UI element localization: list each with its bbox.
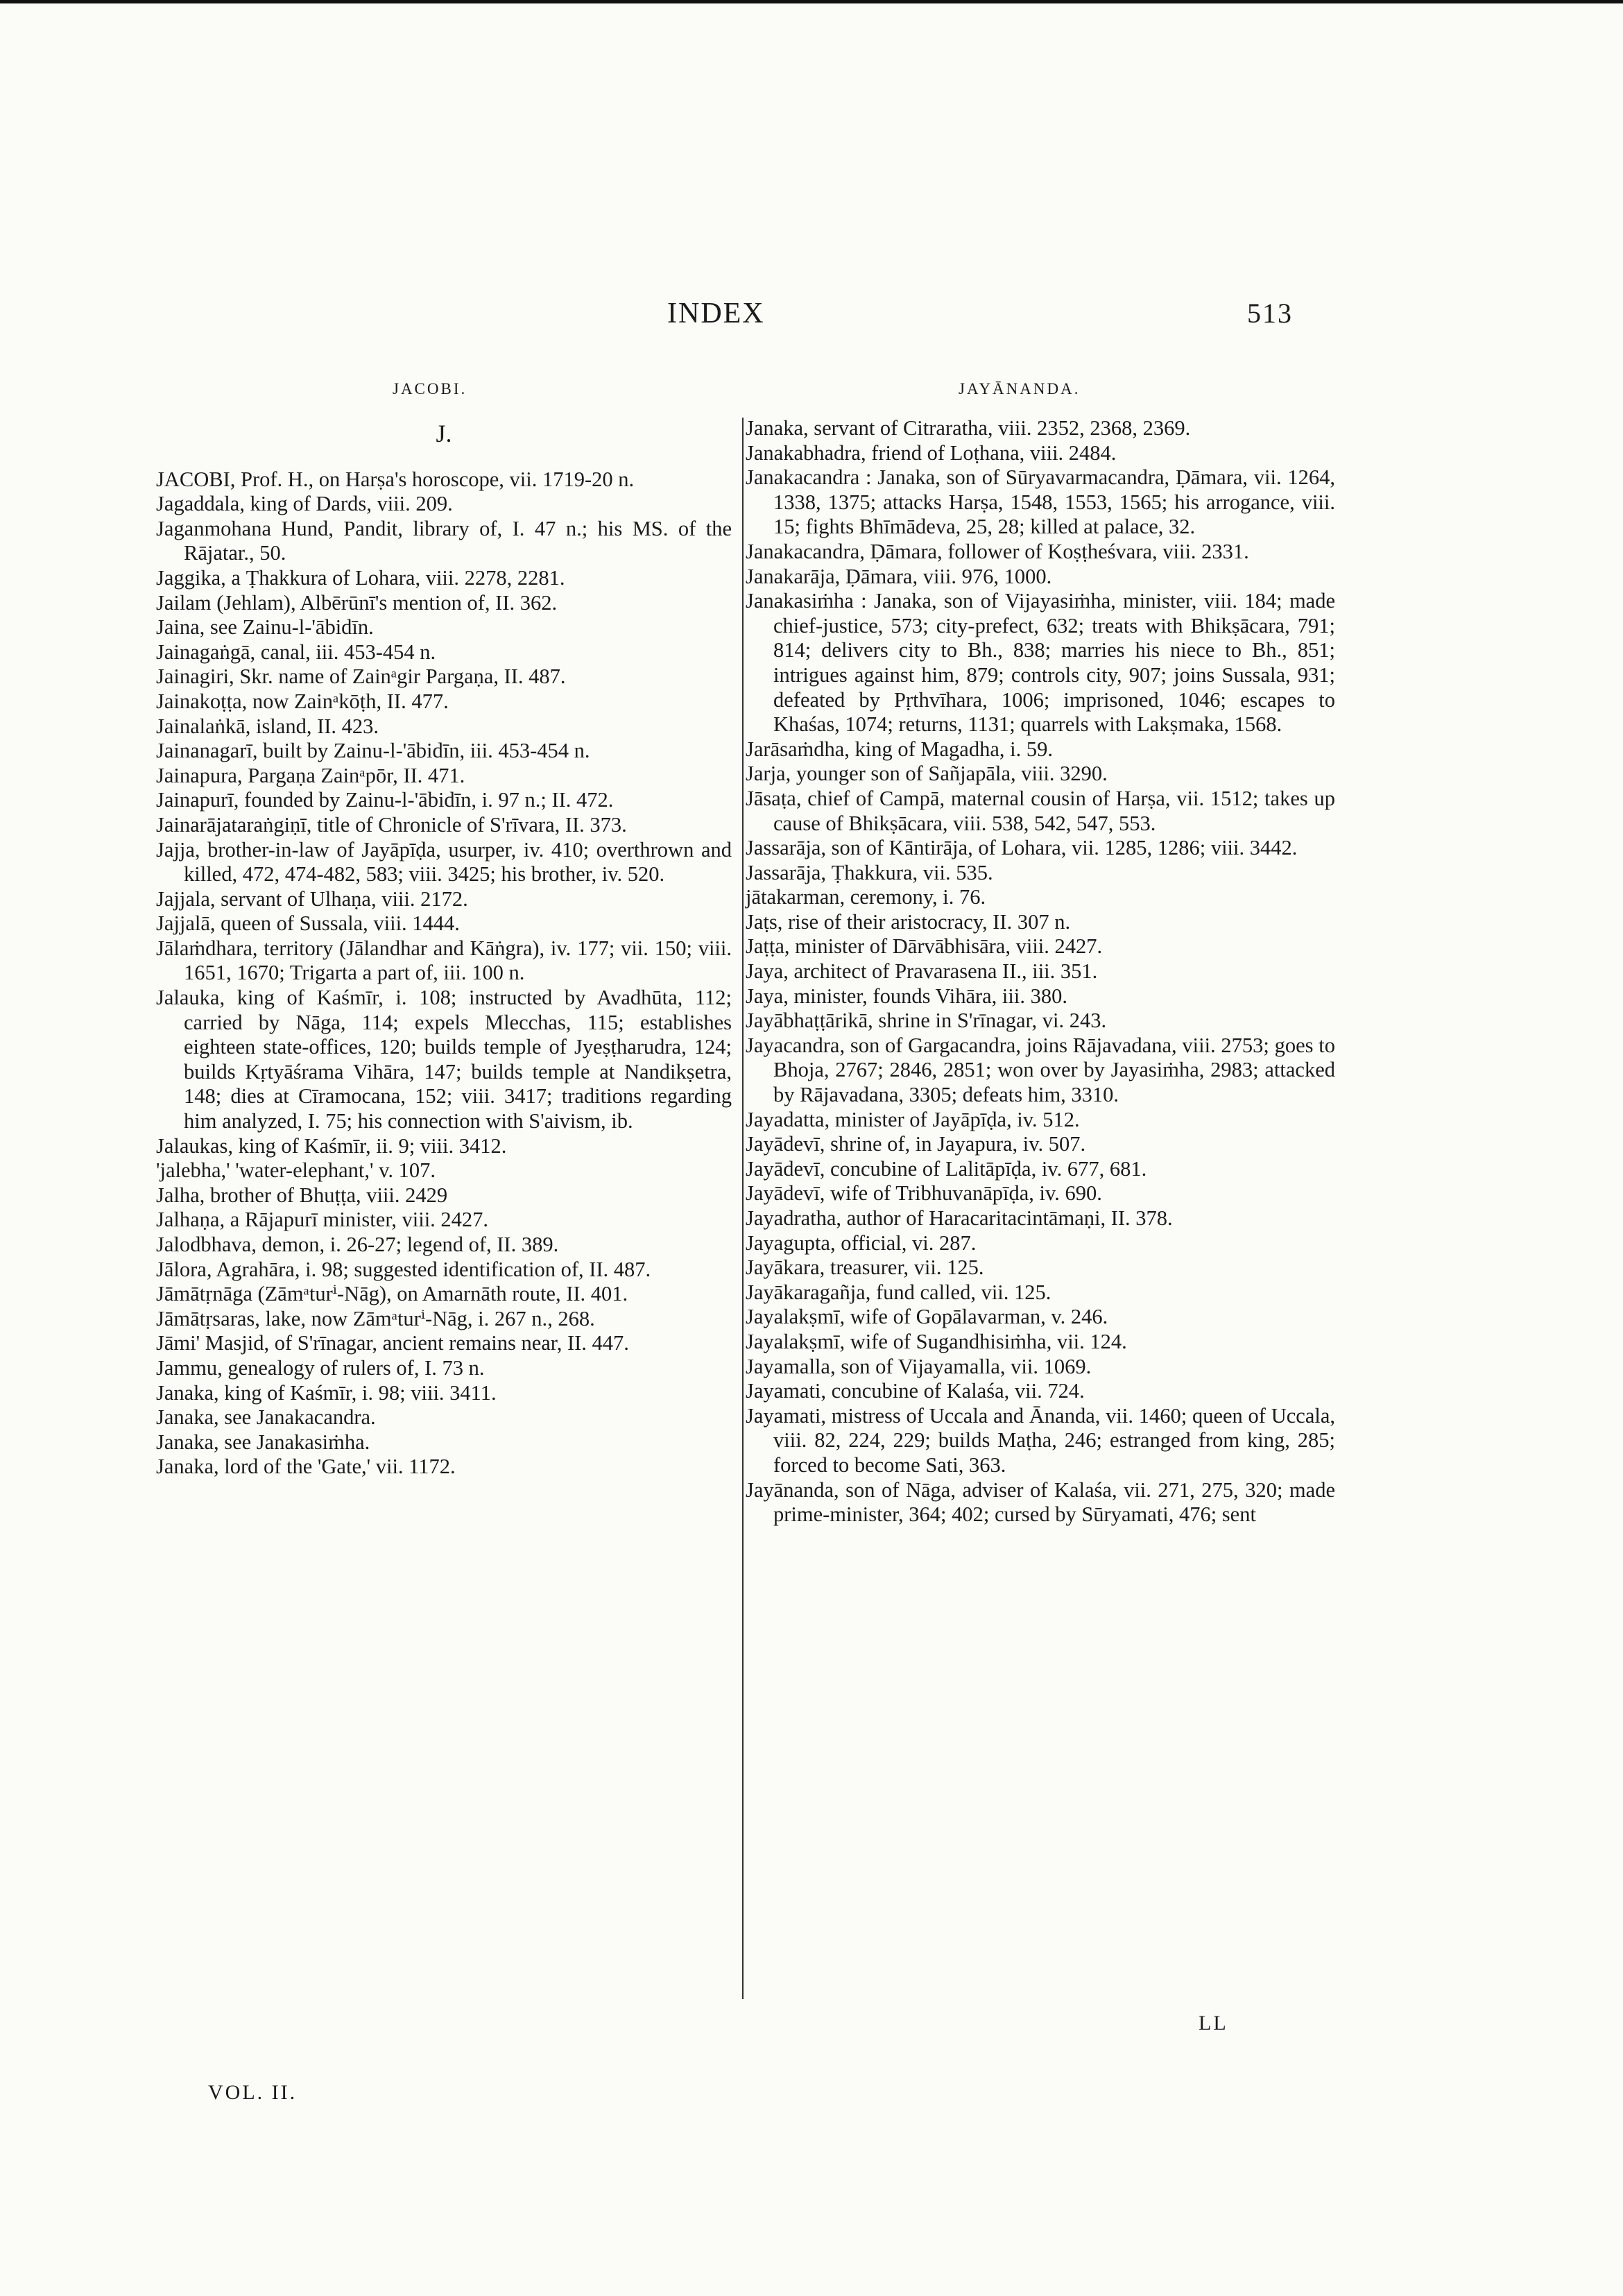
right-column [746,416,1335,1527]
index-entry: Jayalakṣmī, wife of Gopālavarman, v. 246. [746,1305,1108,1329]
index-entry: Jayādevī, shrine of, in Jayapura, iv. 507. [746,1132,1086,1156]
index-entry: Jāmātṛsaras, lake, now Zāmᵃturⁱ-Nāg, i. 267 n., 268. [156,1306,595,1330]
index-entry: Jayābhaṭṭārikā, shrine in S'rīnagar, vi. 243. [746,1009,1107,1033]
index-entry: Jayādevī, concubine of Lalitāpīḍa, iv. 677, 681. [746,1156,1147,1181]
section-letter: J. [436,420,452,447]
index-entry: Jainakoṭṭa, now Zainᵃkōṭh, II. 477. [156,689,449,713]
index-entry: Jayādevī, wife of Tribhuvanāpīḍa, iv. 690. [746,1181,1102,1206]
volume-signature: VOL. II. [208,2081,298,2104]
index-entry: Jālora, Agrahāra, i. 98; suggested identification of, II. 487. [156,1257,651,1281]
index-entry: Jailam (Jehlam), Albērūnī's mention of, II. 362. [156,590,558,615]
running-head-left: JACOBI. [393,380,467,397]
index-entry: Jaganmohana Hund, Pandit, library of, I. 47 n.; his MS. of the Rājatar., 50. [156,516,732,565]
index-entry: Jainapura, Pargaṇa Zainᵃpōr, II. 471. [156,763,465,787]
right-entry-list [746,416,1335,1527]
index-entry: Jayadratha, author of Haracaritacintāmaṇi, II. 378. [746,1206,1173,1230]
index-entry: Jainapurī, founded by Zainu-l-'ābidīn, i. 97 n.; II. 472. [156,788,614,812]
index-entry: Janakacandra, Ḍāmara, follower of Koṣṭheśvara, viii. 2331. [746,539,1249,563]
index-entry: Jajjala, servant of Ulhaṇa, viii. 2172. [156,886,468,911]
index-entry: Jassarāja, son of Kāntirāja, of Lohara, vii. 1285, 1286; viii. 3442. [746,836,1298,860]
index-entry: Jālaṁdhara, territory (Jālandhar and Kāṅgra), iv. 177; vii. 150; viii. 1651, 1670; Trigarta a part of, iii. 100 n. [156,936,732,985]
index-entry: Jainarājataraṅgiṇī, title of Chronicle of S'rīvara, II. 373. [156,812,627,837]
index-entry: Jāmātṛnāga (Zāmᵃturⁱ-Nāg), on Amarnāth route, II. 401. [156,1282,628,1306]
index-entry: Jayacandra, son of Gargacandra, joins Rājavadana, viii. 2753; goes to Bhoja, 2767; 2846, 2851; won over by Jayasiṁha, 2983; attacked by Rājavadana, 3305; defeats him, 3310. [746,1033,1335,1107]
page-number: 513 [1247,298,1293,329]
index-entry: Jaina, see Zainu-l-'ābidīn. [156,615,374,640]
index-entry: Jāsaṭa, chief of Campā, maternal cousin of Harṣa, vii. 1512; takes up cause of Bhikṣācara, viii. 538, 542, 547, 553. [746,786,1335,835]
index-entry: Jainagaṅgā, canal, iii. 453-454 n. [156,640,436,664]
index-entry: Janaka, king of Kaśmīr, i. 98; viii. 3411. [156,1380,497,1405]
left-column [156,416,732,1480]
index-entry: Jaya, minister, founds Vihāra, iii. 380. [746,984,1067,1008]
index-entry: Jayadatta, minister of Jayāpīḍa, iv. 512. [746,1107,1080,1131]
index-entry: Jayalakṣmī, wife of Sugandhisiṁha, vii. 124. [746,1329,1127,1353]
index-entry: Janaka, see Janakasiṁha. [156,1430,370,1454]
index-entry: Jalha, brother of Bhuṭṭa, viii. 2429 [156,1183,448,1207]
index-entry: Janaka, servant of Citraratha, viii. 2352, 2368, 2369. [746,416,1191,440]
index-entry: Jajja, brother-in-law of Jayāpīḍa, usurper, iv. 410; overthrown and killed, 472, 474-482, 583; viii. 3425; his brother, iv. 520. [156,837,732,886]
index-entry: Jaṭṭa, minister of Dārvābhisāra, viii. 2427. [746,934,1103,959]
index-entry: Jarāsaṁdha, king of Magadha, i. 59. [746,737,1053,761]
index-entry: Janakacandra : Janaka, son of Sūryavarmacandra, Ḍāmara, vii. 1264, 1338, 1375; attacks Harṣa, 1548, 1553, 1565; his arrogance, viii. 15; fights Bhīmādeva, 25, 28; killed at palace, 32. [746,465,1335,539]
index-entry: Jalodbhava, demon, i. 26-27; legend of, II. 389. [156,1233,559,1256]
index-entry: JACOBI, Prof. H., on Harṣa's horoscope, vii. 1719-20 n. [156,467,635,491]
page-title: INDEX [667,298,765,329]
index-entry: Jayagupta, official, vi. 287. [746,1231,977,1255]
index-entry: Jaggika, a Ṭhakkura of Lohara, viii. 2278, 2281. [156,565,565,590]
index-entry: Jaya, architect of Pravarasena II., iii. 351. [746,959,1098,984]
index-entry: Jaṭs, rise of their aristocracy, II. 307 n. [746,909,1071,934]
index-entry: Jainalaṅkā, island, II. 423. [156,714,379,738]
running-head-right: JAYĀNANDA. [959,380,1081,397]
index-entry: Jayānanda, son of Nāga, adviser of Kalaśa, vii. 271, 275, 320; made prime-minister, 364; 402; cursed by Sūryamati, 476; sent [746,1477,1335,1527]
index-entry: Janakarāja, Ḍāmara, viii. 976, 1000. [746,564,1052,588]
index-entry: Janakabhadra, friend of Loṭhana, viii. 2484. [746,440,1117,465]
index-entry: Jayamati, concubine of Kalaśa, vii. 724. [746,1379,1085,1403]
index-entry: Jāmi' Masjid, of S'rīnagar, ancient remains near, II. 447. [156,1331,629,1355]
index-entry: Jalhaṇa, a Rājapurī minister, viii. 2427. [156,1208,489,1232]
index-entry: Janakasiṁha : Janaka, son of Vijayasiṁha, minister, viii. 184; made chief-justice, 573; city-prefect, 632; treats with Bhikṣācara, 791; 814; delivers city to Bh., 838; marries his niece to Bh., 851; intrigues against him, 879; controls city, 907; joins Sussala, 931; defeated by Pṛthvīhara, 1006; imprisoned, 1046; escapes to Khaśas, 1074; returns, 1131; quarrels with Lakṣmaka, 1568. [746,589,1335,737]
left-entry-list [156,468,732,1480]
index-entry: Jayākara, treasurer, vii. 125. [746,1256,984,1280]
gathering-signature: LL [1199,2012,1228,2034]
index-entry: Jayākaragañja, fund called, vii. 125. [746,1280,1051,1304]
index-entry: Jainagiri, Skr. name of Zainᵃgir Pargaṇa, II. 487. [156,665,566,689]
index-entry: Jainanagarī, built by Zainu-l-'ābidīn, iii. 453-454 n. [156,739,590,763]
index-entry: Janaka, see Janakacandra. [156,1405,376,1430]
index-entry: Jayamati, mistress of Uccala and Ānanda, vii. 1460; queen of Uccala, viii. 82, 224, 229; builds Maṭha, 246; estranged from king, 285; forced to become Sati, 363. [746,1403,1335,1477]
index-entry: Jarja, younger son of Sañjapāla, viii. 3290. [746,762,1108,786]
index-entry: Jassarāja, Ṭhakkura, vii. 535. [746,860,993,884]
index-entry: Jayamalla, son of Vijayamalla, vii. 1069. [746,1354,1092,1378]
index-entry: Jajjalā, queen of Sussala, viii. 1444. [156,911,460,936]
column-divider [742,418,744,1999]
index-entry: Janaka, lord of the 'Gate,' vii. 1172. [156,1455,456,1479]
top-border [0,0,1623,3]
index-entry: Jalauka, king of Kaśmīr, i. 108; instructed by Avadhūta, 112; carried by Nāga, 114; expels Mlecchas, 115; establishes eighteen state-offices, 120; builds temple of Jyeṣṭharudra, 124; builds Kṛtyāśrama Vihāra, 147; builds temple at Nandikṣetra, 148; dies at Cīramocana, 152; viii. 3417; traditions regarding him analyzed, I. 75; his connection with S'aivism, ib. [156,986,732,1133]
index-entry: Jammu, genealogy of rulers of, I. 73 n. [156,1355,485,1380]
index-entry: 'jalebha,' 'water-elephant,' v. 107. [156,1158,436,1183]
index-entry: Jagaddala, king of Dards, viii. 209. [156,492,453,516]
index-entry: Jalaukas, king of Kaśmīr, ii. 9; viii. 3412. [156,1133,507,1158]
index-entry: jātakarman, ceremony, i. 76. [746,885,986,909]
